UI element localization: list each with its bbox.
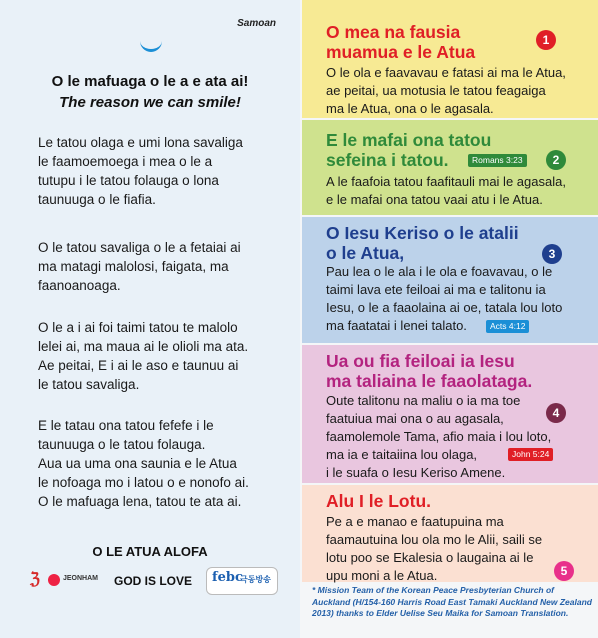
section-4-body: Oute talitonu na maliu o ia ma toe faatuiua mai ona o au agasala, faamolemole Tama, afio maia i lou loto, ma ia e taitaiina lou olaga, i le suafa o Iesu Keriso Amene. (326, 393, 552, 480)
jeonham-logo-text: JEONHAM (63, 575, 99, 582)
god-is-love: GOD IS LOVE (113, 574, 192, 588)
ref-john-badge: John 5:24 (508, 448, 553, 461)
section-3-body: Pau lea o le ala i le ola e foavavau, o le taimi lava ete feiloai ai ma e talitonu ia Iesu, o le a faaolaina ai oe, tatala lou loto ma faatatai i lenei talato. (326, 264, 563, 333)
section-1 (302, 0, 598, 118)
number-badge-5: 5 (554, 561, 574, 581)
febc-logo (206, 567, 278, 595)
section-2 (302, 120, 598, 215)
paragraph-1: Le tatou olaga e umi lona savaliga le faamoemoega i mea o le a tutupu i le tatou folauga o lona taunuuga o le fiafia. (38, 135, 243, 207)
title-english: The reason we can smile! (59, 94, 241, 111)
section-4 (302, 345, 598, 483)
section-5-heading: Alu I le Lotu. (326, 491, 431, 511)
section-5-body: Pe a e manao e faatupuina ma faamautuina lou ola mo le Alii, saili se lotu poo se Ekalesia o laugaina ai le upu moni a le Atua. (326, 514, 543, 583)
number-badge-4: 4 (546, 403, 566, 423)
smile-icon (140, 38, 162, 52)
section-4-heading: Ua ou fia feiloai ia Iesu ma taliaina le faaolataga. (326, 351, 533, 391)
footnote: * Mission Team of the Korean Peace Presbyterian Church of Auckland (H/154-160 Harris Road East Tamaki Auckland New Zealand 2013) thanks to Elder Uelise Seu Maika for Samoan Translation. (312, 585, 592, 618)
footer-title: O LE ATUA ALOFA (92, 544, 208, 559)
paragraph-2: O le tatou savaliga o le a fetaiai ai ma matagi malolosi, faigata, ma faanoanoaga. (38, 240, 241, 293)
febc-logo-text: febc (212, 570, 243, 585)
ref-acts-badge: Acts 4:12 (486, 320, 529, 333)
number-badge-1: 1 (536, 30, 556, 50)
number-badge-2: 2 (546, 150, 566, 170)
febc-logo-sub: 극동방송 (240, 575, 271, 584)
title-samoan: O le mafuaga o le a e ata ai! (51, 73, 249, 90)
section-1-heading: O mea na fausia muamua e le Atua (326, 22, 476, 62)
section-2-heading: E le mafai ona tatou sefeina i tatou. (326, 130, 492, 170)
section-2-body: A le faafoia tatou faafitauli mai le agasala, e le mafai ona tatou vaai atu i le Atua. (326, 174, 566, 207)
section-3 (302, 217, 598, 343)
language-label: Samoan (237, 18, 276, 29)
number-badge-3: 3 (542, 244, 562, 264)
paragraph-4: E le tatau ona tatou fefefe i le taunuuga o le tatou folauga. Aua ua uma ona saunia e le Atua le nofoaga mo i latou o e nonofo ai. O le mafuaga lena, tatou te ata ai. (38, 418, 249, 509)
section-5 (302, 485, 598, 582)
paragraph-3: O le a i ai foi taimi tatou te malolo lelei ai, ma maua ai le olioli ma ata. Ae peitai, E i ai le aso e taunuu ai le tatou savaliga. (38, 320, 249, 392)
jeonham-logo: ℨ JEONHAM (30, 569, 99, 588)
section-3-heading: O Iesu Keriso o le atalii o le Atua, (326, 223, 519, 263)
section-1-body: O le ola e faavavau e fatasi ai ma le Atua, ae peitai, ua motusia le tatou feagaiga ma le Atua, ona o le agasala. (326, 65, 566, 116)
ref-romans-badge: Romans 3:23 (468, 154, 527, 167)
